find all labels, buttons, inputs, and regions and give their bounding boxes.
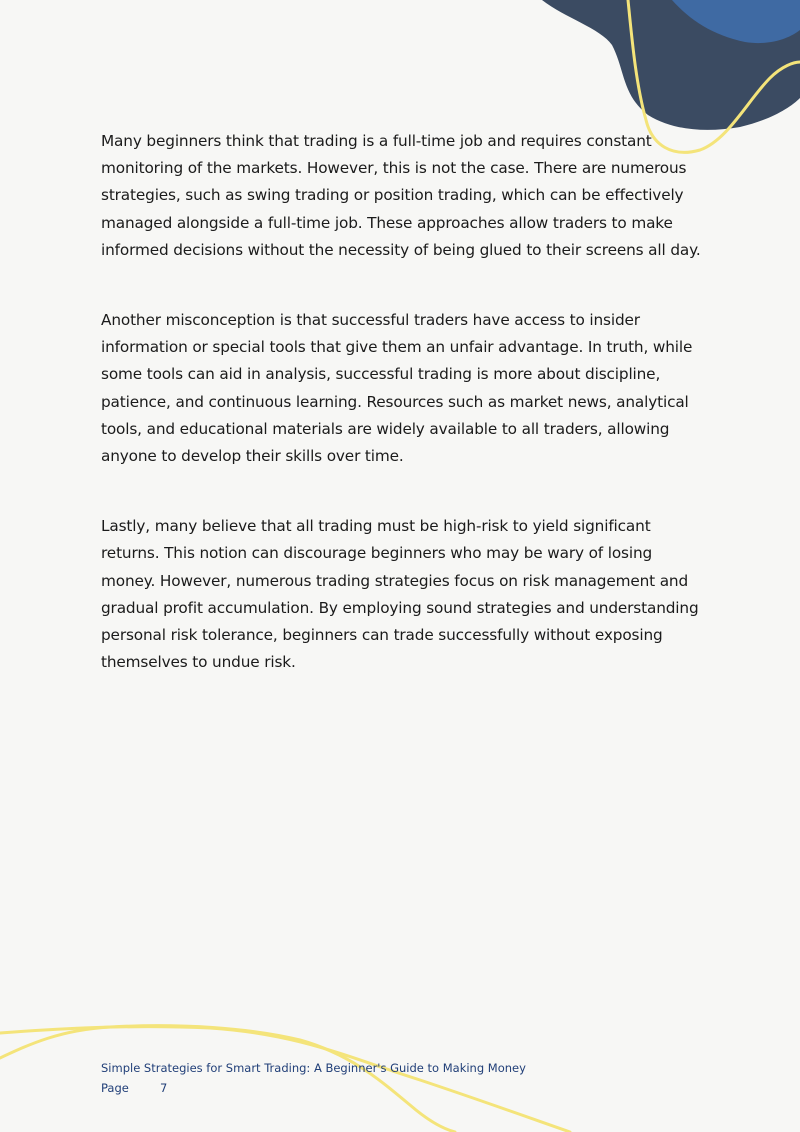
footer-page-line <box>101 1078 526 1098</box>
footer-book-title: Simple Strategies for Smart Trading: A Beginner's Guide to Making Money <box>101 1061 526 1075</box>
body-text <box>101 128 701 719</box>
paragraph-2: Another misconception is that successful traders have access to insider information or special tools that give them an unfair advantage. In truth, while some tools can aid in analysis, successful trading is more about discipline, patience, and continuous learning. Resources such as market news, analytical tools, and educational materials are widely available to all traders, allowing anyone to develop their skills over time. <box>101 311 693 466</box>
paragraph-1: Many beginners think that trading is a full-time job and requires constant monitoring of the markets. However, this is not the case. There are numerous strategies, such as swing trading or position trading, which can be effectively managed alongside a full-time job. These approaches allow traders to make informed decisions without the necessity of being glued to their screens all day. <box>101 132 701 259</box>
page-label: Page <box>101 1081 129 1095</box>
paragraph-3: Lastly, many believe that all trading must be high-risk to yield significant returns. This notion can discourage beginners who may be wary of losing money. However, numerous trading strategies focus on risk management and gradual profit accumulation. By employing sound strategies and understanding personal risk tolerance, beginners can trade successfully without exposing themselves to undue risk. <box>101 517 699 672</box>
page-number: 7 <box>160 1081 168 1095</box>
page-footer <box>101 1058 526 1098</box>
